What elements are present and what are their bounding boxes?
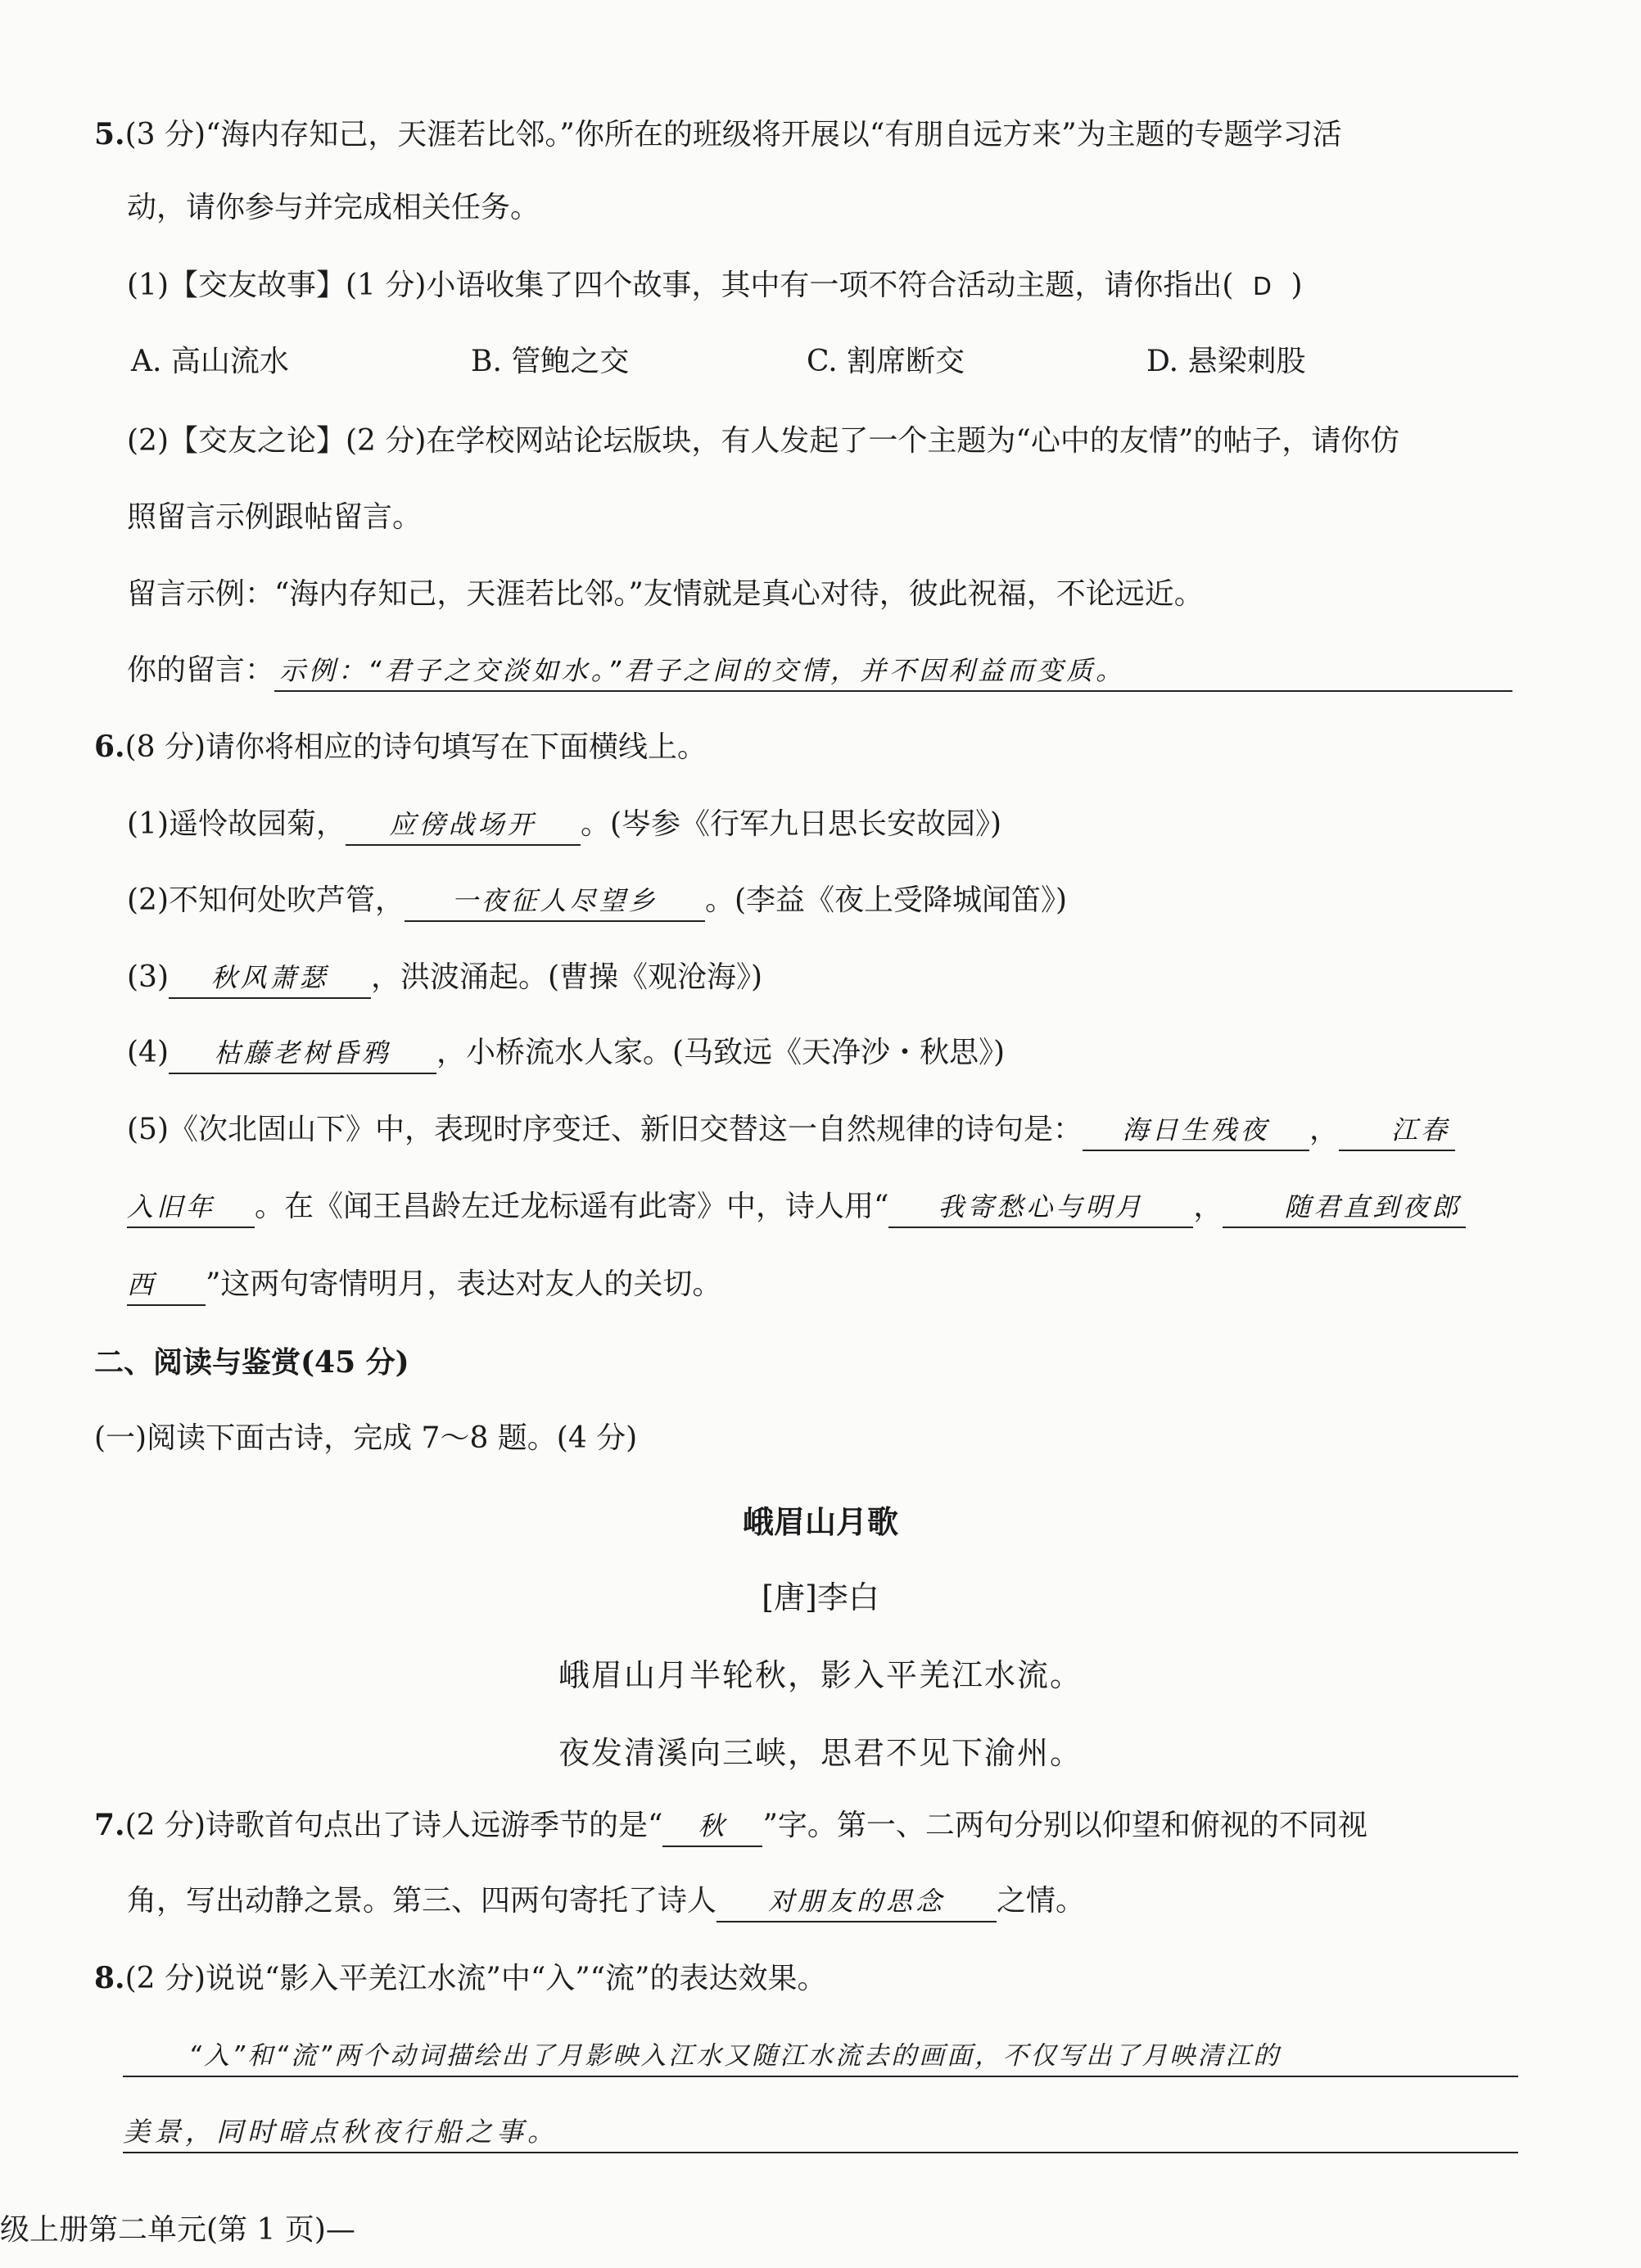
poem-title: 峨眉山月歌 [742,1504,898,1540]
q5-option-b: B. 管鲍之交 [471,345,630,378]
q6-item1-pre: (1)遥怜故园菊， [127,807,346,841]
poem-author: [唐]李白 [762,1579,879,1615]
q7-answer1: 秋 [662,1806,762,1847]
q6-intro-text: (8 分)请你将相应的诗句填写在下面横线上。 [124,730,707,764]
q6-item3-pre: (3) [127,960,169,994]
q5-option-d: D. 悬梁刺股 [1146,345,1306,378]
q6-item2-post: 。(李益《夜上受降城闻笛》) [705,883,1068,917]
q6-item3-post: ，洪波涌起。(曹操《观沧海》) [371,960,763,994]
q5-part1-close: ) [1291,269,1303,302]
q6-number: 6. [94,730,125,764]
q6-item4-post: ，小桥流水人家。(马致远《天净沙・秋思》) [436,1036,1006,1069]
q5-option-a: A. 高山流水 [131,345,289,378]
q6-item5-answer4a: 随君直到夜郎 [1223,1187,1466,1228]
q5-part1-answer: D [1252,273,1273,301]
q6-item5-post: ”这两句寄情明月，表达对友人的关切。 [206,1267,722,1301]
q6-item2 [127,881,1067,922]
q5-your-answer: 示例：“君子之交淡如水。”君子之间的交情，并不因利益而变质。 [274,651,1512,692]
q5-your-message [127,651,1512,692]
q8-answer-line2: 美景，同时暗点秋夜行船之事。 [123,2112,1518,2153]
q7-answer2: 对朋友的思念 [717,1882,997,1922]
q5-your-label: 你的留言： [127,653,275,687]
q6-item1-answer: 应傍战场开 [346,805,581,846]
q8-number: 8. [94,1961,125,1995]
q6-item5-answer2a: 江春 [1339,1110,1455,1151]
q5-part2-line2: 照留言示例跟帖留言。 [127,500,423,534]
q6-item1 [127,805,1001,846]
q5-part1 [127,266,1303,307]
poem-line1: 峨眉山月半轮秋，影入平羌江水流。 [558,1657,1083,1693]
q6-item5-mid: 。在《闻王昌龄左迁龙标遥有此寄》中，诗人用“ [255,1190,889,1223]
q6-item5-line2 [127,1187,1466,1228]
q6-item3 [127,958,762,999]
q6-item2-pre: (2)不知何处吹芦管， [127,883,405,917]
q6-item2-answer: 一夜征人尽望乡 [405,881,705,922]
q5-stem: (3 分)“海内存知己，天涯若比邻。”你所在的班级将开展以“有朋自远方来”为主题的专题学习活 [124,118,1342,151]
q5-part1-text: (1)【交友故事】(1 分)小语收集了四个故事，其中有一项不符合活动主题，请你指出( [127,269,1234,302]
q5-part2-line1: (2)【交友之论】(2 分)在学校网站论坛版块，有人发起了一个主题为“心中的友情”的帖子，请你仿 [127,424,1400,458]
q8-question-text: (2 分)说说“影入平羌江水流”中“入”“流”的表达效果。 [124,1962,827,1995]
q6-item5-answer1: 海日生残夜 [1083,1110,1309,1151]
q8-question [94,1959,826,1999]
q5-example: 留言示例：“海内存知己，天涯若比邻。”友情就是真心对待，彼此祝福，不论远近。 [127,577,1204,611]
q6-item3-answer: 秋风萧瑟 [169,958,371,999]
q5-line1 [94,115,1342,155]
section2-sub1: (一)阅读下面古诗，完成 7～8 题。(4 分) [94,1421,638,1455]
q6-item5-answer2b: 入旧年 [127,1187,255,1228]
q5-number: 5. [94,117,125,151]
q6-item5-line3 [127,1265,721,1306]
q7-number: 7. [94,1808,125,1842]
q6-item5-answer4b: 西 [127,1265,206,1306]
q8-answer-line1: “入”和“流”两个动词描绘出了月影映入江水又随江水流去的画面，不仅写出了月映清江的 [123,2036,1518,2077]
q6-item5-comma2: ， [1193,1190,1223,1223]
section2-heading: 二、阅读与鉴赏(45 分) [94,1345,409,1380]
q7-pre: (2 分)诗歌首句点出了诗人远游季节的是“ [124,1809,663,1842]
q7-line2-pre: 角，写出动静之景。第三、四两句寄托了诗人 [127,1884,717,1918]
q7-line2 [127,1882,1085,1922]
page-footer: 级上册第二单元(第 1 页)— [0,2213,355,2247]
q6-item4-answer: 枯藤老树昏鸦 [169,1033,436,1074]
q6-item5-line1 [127,1110,1455,1151]
q7-line2-post: 之情。 [997,1884,1086,1918]
q6-item1-post: 。(岑参《行军九日思长安故园》) [581,807,1002,841]
q5-line2: 动，请你参与并完成相关任务。 [127,191,540,224]
q6-item5-comma: ， [1309,1113,1340,1146]
poem-line2: 夜发清溪向三峡，思君不见下渝州。 [558,1735,1083,1771]
q6-item4-pre: (4) [127,1036,169,1069]
q6-item4 [127,1033,1005,1074]
q6-item5-pre: (5)《次北固山下》中，表现时序变迁、新旧交替这一自然规律的诗句是： [127,1113,1083,1146]
q5-option-c: C. 割席断交 [807,345,965,378]
q6-intro [94,727,707,767]
q7-mid: ”字。第一、二两句分别以仰望和俯视的不同视 [762,1809,1368,1842]
q7-line1 [94,1805,1368,1847]
q6-item5-answer3: 我寄愁心与明月 [888,1187,1193,1228]
